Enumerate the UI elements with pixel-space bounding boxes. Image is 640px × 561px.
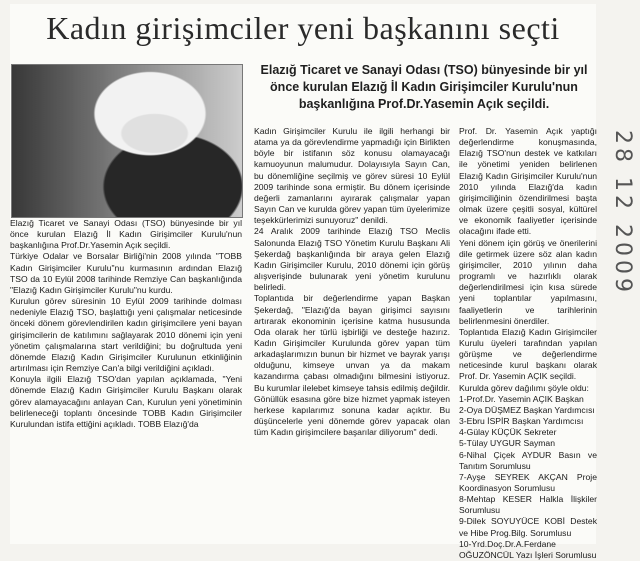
article-column-1 — [10, 218, 242, 430]
column-3-intro: Prof. Dr. Yasemin Açık yaptığı değerlendirme konuşmasında, Elazığ TSO'nun destek ve katkıları ile yönetimi yeniden belirlenen Elazığ Kadın Girişimciler Kurulu'nun 2010 yılında Elazığ'da kadın girişimciliğinin özendirilmesi başta olmak üzere çeşitli sosyal, kültürel ve ekonomik faaliyetler içerisinde olacağını ifade etti. Yeni dönem için görüş ve önerilerini dile getirmek üzere söz alan kadın girişimciler, 2010 yılının daha programlı ve hazırlıklı olarak değerlendirilmesi için kısa sürede yeni toplantılar yapılmasını, faaliyetlerin ve tarihlerinin belirlenmesini önerdiler. Toplantıda Elazığ Kadın Girişimciler Kurulu üyeleri tarafından yapılan görüşme ve değerlendirme neticesinde kurul başkanı olarak Prof. Dr. Yasemin AÇIK seçildi. Kurulda görev dağılımı şöyle oldu: — [459, 126, 597, 393]
article-column-3 — [459, 126, 597, 561]
portrait-photo — [11, 64, 243, 218]
article-column-2 — [254, 126, 450, 438]
newspaper-clipping — [10, 4, 597, 560]
board-member-list: 1-Prof.Dr. Yasemin AÇIK Başkan 2-Oya DÜŞMEZ Başkan Yardımcısı 3-Ebru İSPİR Başkan Yardımcısı 4-Gülay KÜÇÜK Sekreter 5-Tülay UYGUR Sayman 6-Nihal Çiçek AYDUR Basın ve Tanıtım Sorumlusu 7-Ayşe SEYREK AKÇAN Proje Koordinasyon Sorumlusu 8-Mehtap KESER Halkla İlişkiler Sorumlusu 9-Dilek SOYUYÜCE KOBİ Destek ve Hibe Prog.Bilg. Sorumlusu 10-Yrd.Doç.Dr.A.Ferdane OĞUZÖNCÜL Yazı İşleri Sorumlusu — [459, 393, 597, 560]
column-1-text: Elazığ Ticaret ve Sanayi Odası (TSO) bünyesinde bir yıl önce kurulan Elazığ İl Kadın Girişimciler Kurulu'nun başkanlığına Prof.Dr.Yasemin Açık seçildi. Türkiye Odalar ve Borsalar Birliği'nin 2008 yılında "TOBB Kadın Girişimciler Kurulu"nu kurmasının ardından Elazığ TSO da 10 Eylül 2008 tarihinde Remziye Can başkanlığında "Elazığ Kadın Girişimciler Kurulu"nu kurdu. Kurulun görev süresinin 10 Eylül 2009 tarihinde dolması nedeniyle Elazığ TSO, başlattığı yeni çalışmalar neticesinde önceki dönem görevlendirilen kadın girişimcilere yeni bayan girişimcilerin de katılımını sağlayarak 2010 dönemi için yeni yönetim çalışmalarına start verildiğini; bu doğrultuda yeni dönemde Elazığ Kadın Girişimciler Kurulunun etkinliğinin artırılması için Remziye Can'a bilgi verildiğini açıkladı. Konuyla ilgili Elazığ TSO'dan yapılan açıklamada, "Yeni dönemde Elazığ Kadın Girişimciler Kurulu Başkanı olarak görev alamayacağını anlayan Can, Kurulun yeni yönetiminin belirleneceği toplantı öncesinde TOBB Kadın Girişimciler Kurulundan istifa ettiğini açıkladı. TOBB Elazığ'da — [10, 218, 242, 429]
column-2-text: Kadın Girişimciler Kurulu ile ilgili herhangi bir atama ya da görevlendirme yapmadığı için Birlikten böyle bir istifanın söz konusu olamayacağı kamuoyunun malumudur. Dolayısıyla Sayın Can, bu dönemliğine seçilmiş ve görev süresi 10 Eylül 2009 tarihinde sona ermiştir. Bu dönem içerisinde değerli zamanlarını ayırarak çalışmalar yapan Sayın Can ve kurulda görev yapan tüm üyelerimize teşekkürlerimizi sunuyoruz" denildi. 24 Aralık 2009 tarihinde Elazığ TSO Meclis Salonunda Elazığ TSO Yönetim Kurulu Başkanı Ali Şekerdağ başkanlığında bir araya gelen Elazığ Kadın Girişimciler Kurulu, 2010 dönemi için görüş alışverişinde bulunarak yeni yönetim kurulunu belirledi. Toplantıda bir değerlendirme yapan Başkan Şekerdağ, "Elazığ'da bayan girişimci sayısını artırarak ekonominin içerisine katma hususunda Oda olarak her türlü işbirliği ve desteğe hazırız. Kadın Girişimciler Kurulunda görev yapan tüm arkadaşlarımızın bunun bir hizmet ve bayrak yarışı olduğunu, kimseye unvan ya da makam kazandırma çabası olmadığını bilmesini istiyoruz. Bu kurumlar ilelebet kimseye tahsis edilmiş değildir. Gönüllük esasına göre bize hizmet yapmak isteyen herkese kapılarımız sonuna kadar açıktır. Bu düşüncelerle yeni dönemde görev yapacak olan tüm Kadın girişimcilere başarılar diliyorum" dedi. — [254, 126, 450, 438]
article-deck: Elazığ Ticaret ve Sanayi Odası (TSO) bünyesinde bir yıl önce kurulan Elazığ İl Kadın Girişimciler Kurulu'nun başkanlığına Prof.Dr.Yasemin Açık seçildi. — [260, 63, 588, 111]
headline: Kadın girişimciler yeni başkanını seçti — [46, 10, 560, 46]
handwritten-date: 28 12 2009 — [610, 130, 635, 296]
